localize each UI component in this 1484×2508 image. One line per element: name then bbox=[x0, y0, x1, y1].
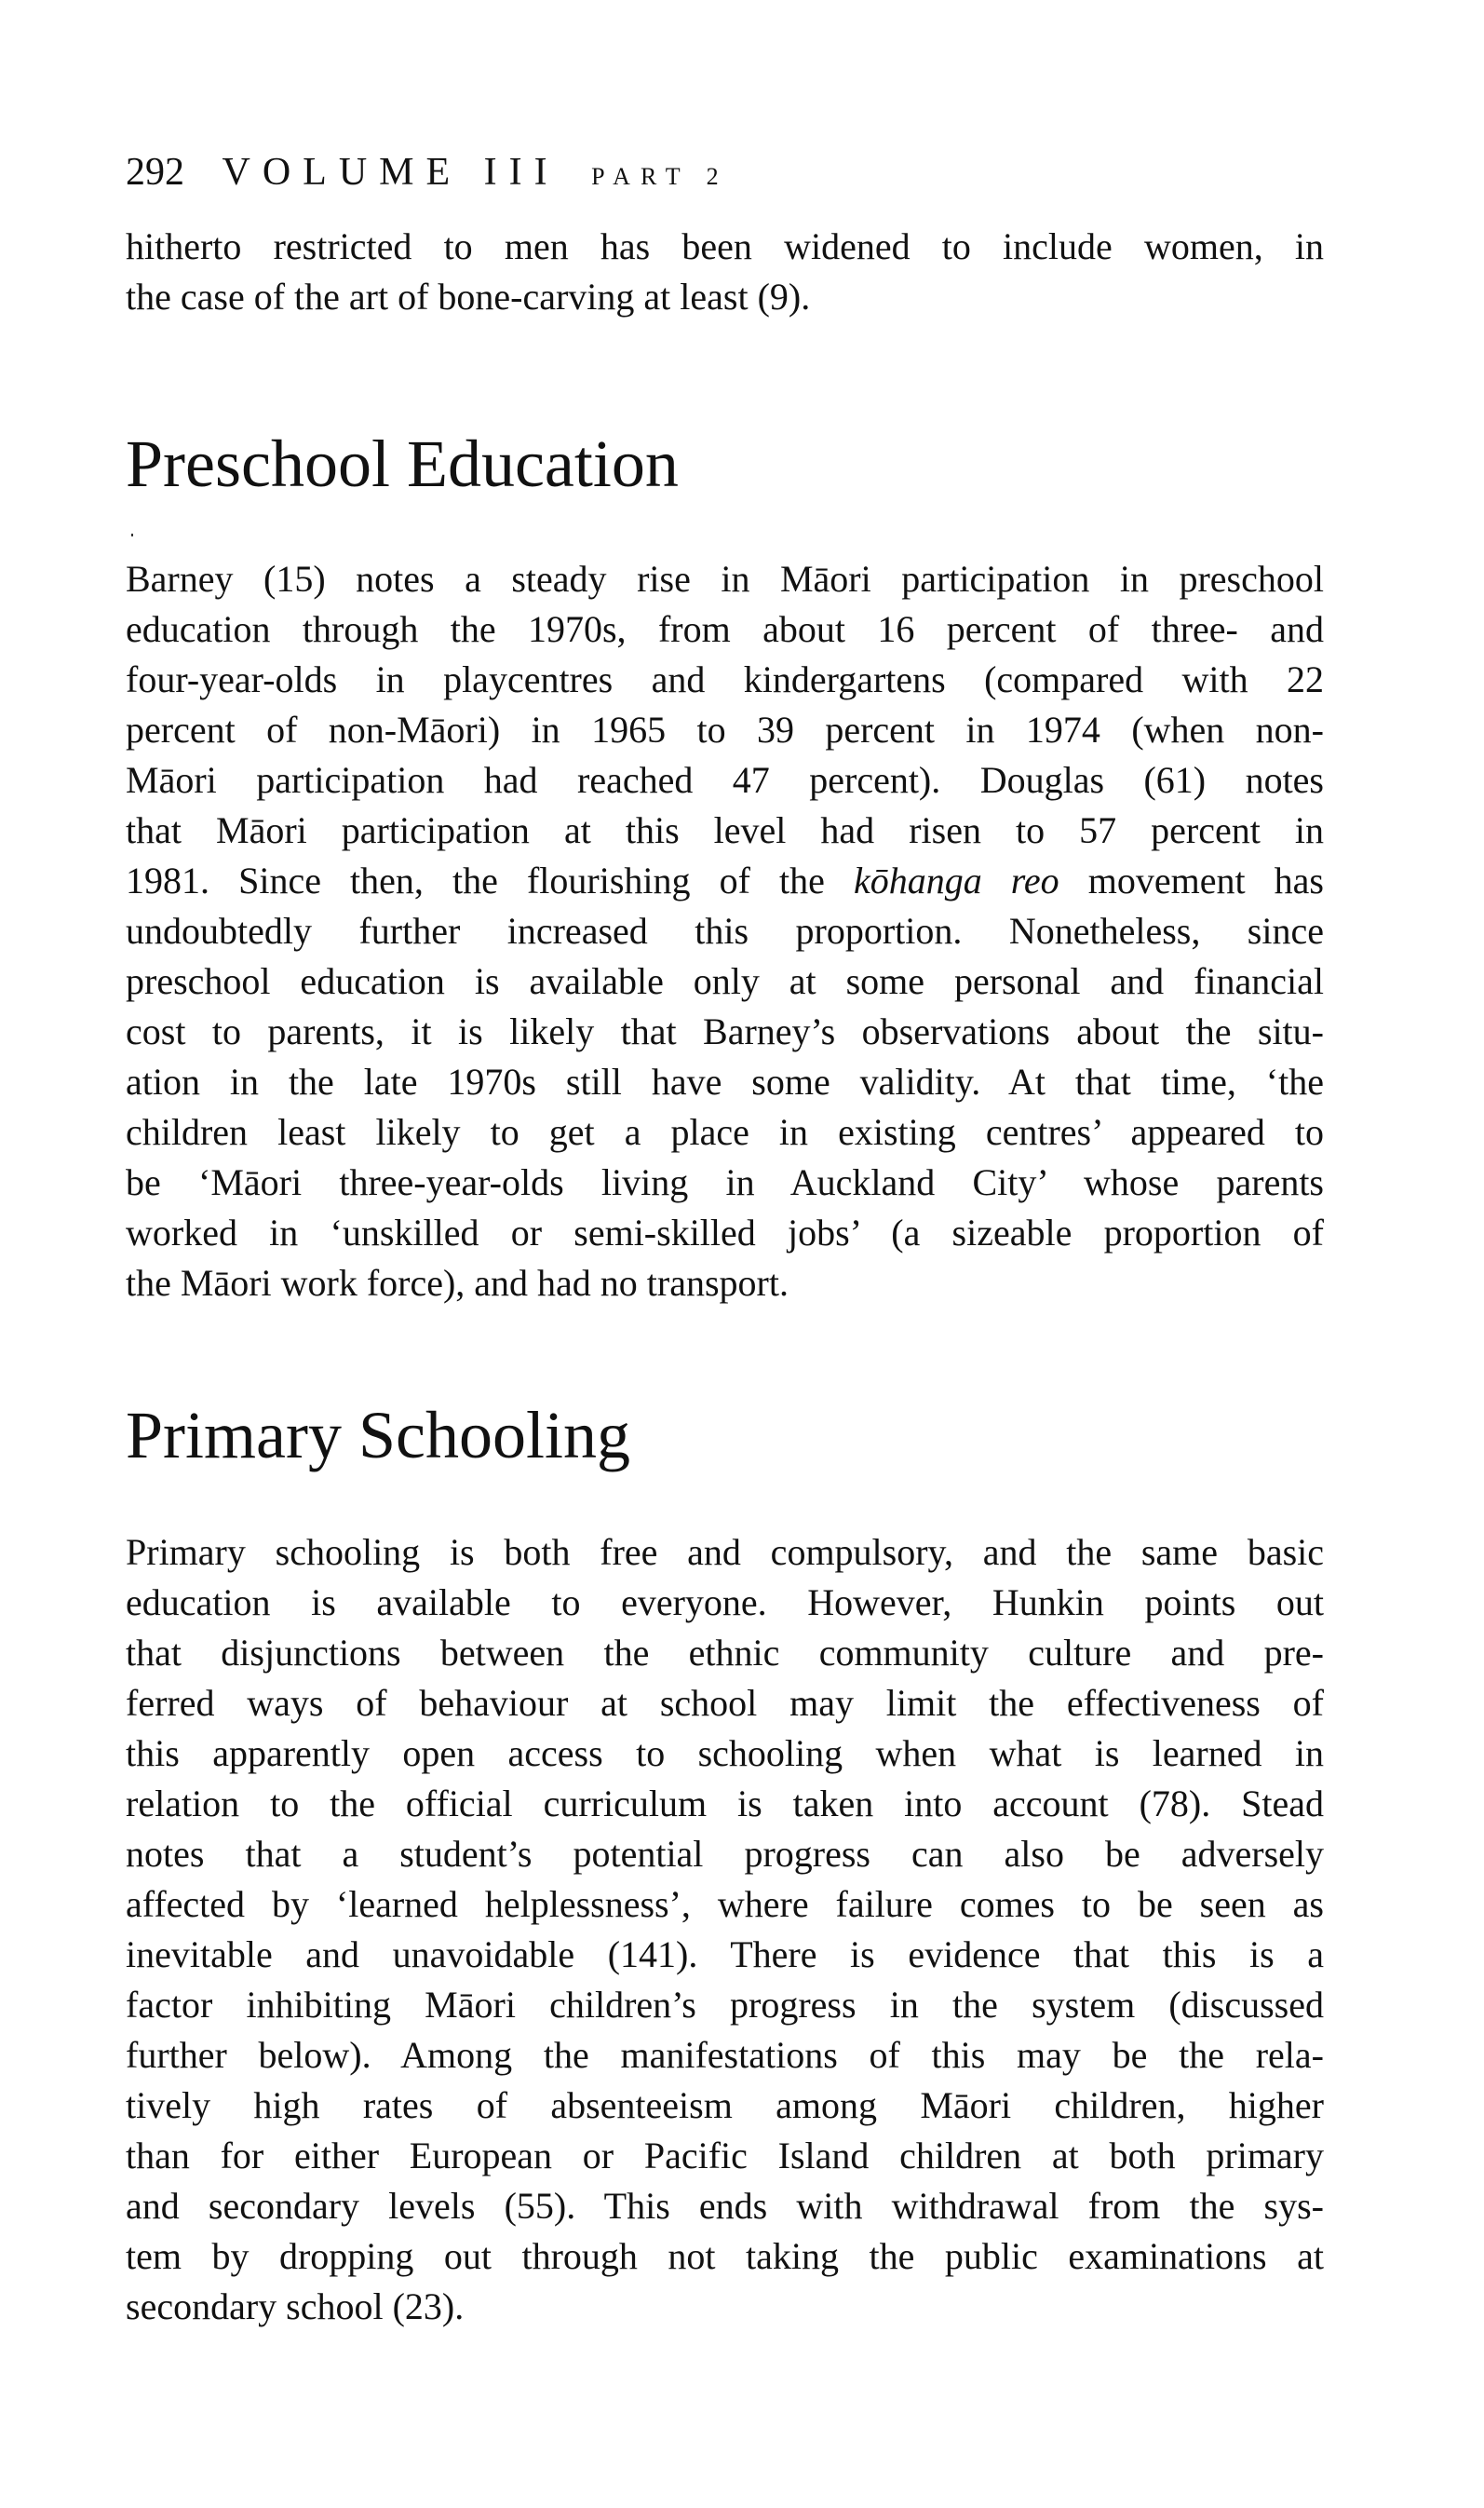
paragraph-line: and secondary levels (55). This ends with withdrawal from the sys- bbox=[126, 2185, 1324, 2227]
paragraph-line: education is available to everyone. However, Hunkin points out bbox=[126, 1581, 1324, 1623]
paragraph-line: Primary schooling is both free and compulsory, and the same basic bbox=[126, 1531, 1324, 1573]
page-number: 292 bbox=[126, 151, 184, 194]
paragraph-line: notes that a student’s potential progress can also be adversely bbox=[126, 1833, 1324, 1875]
paragraph-line: percent of non-Māori) in 1965 to 39 percent in 1974 (when non- bbox=[126, 709, 1324, 751]
paragraph-line: affected by ‘learned helplessness’, where failure comes to be seen as bbox=[126, 1883, 1324, 1925]
preschool-paragraph bbox=[126, 554, 1324, 1308]
paragraph-line: inevitable and unavoidable (141). There is evidence that this is a bbox=[126, 1933, 1324, 1975]
paragraph-line: Māori participation had reached 47 percent). Douglas (61) notes bbox=[126, 759, 1324, 801]
running-head bbox=[126, 149, 729, 196]
paragraph-line: this apparently open access to schooling when what is learned in bbox=[126, 1732, 1324, 1774]
paragraph-line: education through the 1970s, from about 16 percent of three- and bbox=[126, 608, 1324, 650]
paragraph-line: children least likely to get a place in existing centres’ appeared to bbox=[126, 1111, 1324, 1153]
line-text: 1981. Since then, the flourishing of the bbox=[126, 860, 854, 902]
section-heading-primary: Primary Schooling bbox=[126, 1398, 630, 1472]
paragraph-line: the case of the art of bone-carving at least (9). bbox=[126, 276, 811, 318]
line-text: movement has bbox=[1059, 860, 1325, 902]
section-heading-preschool: Preschool Education bbox=[126, 427, 679, 501]
italic-term: kōhanga reo bbox=[853, 860, 1059, 902]
paragraph-line: tively high rates of absenteeism among Māori children, higher bbox=[126, 2084, 1324, 2126]
paragraph-line: tem by dropping out through not taking the public examinations at bbox=[126, 2235, 1324, 2277]
paragraph-line: ation in the late 1970s still have some validity. At that time, ‘the bbox=[126, 1061, 1324, 1103]
paragraph-line: ferred ways of behaviour at school may limit the effectiveness of bbox=[126, 1682, 1324, 1724]
volume-label: VOLUME III bbox=[222, 151, 560, 194]
paragraph-line: that disjunctions between the ethnic community culture and pre- bbox=[126, 1632, 1324, 1674]
paragraph-line: worked in ‘unskilled or semi-skilled jobs’ (a sizeable proportion of bbox=[126, 1212, 1324, 1254]
paragraph-line: undoubtedly further increased this proportion. Nonetheless, since bbox=[126, 910, 1324, 952]
paragraph-line: secondary school (23). bbox=[126, 2285, 465, 2327]
paragraph-line: cost to parents, it is likely that Barney’s observations about the situ- bbox=[126, 1010, 1324, 1052]
paragraph-line: Barney (15) notes a steady rise in Māori participation in preschool bbox=[126, 558, 1324, 600]
paragraph-line: than for either European or Pacific Island children at both primary bbox=[126, 2135, 1324, 2176]
paragraph-line: hitherto restricted to men has been widened to include women, in bbox=[126, 225, 1324, 267]
part-label: PART 2 bbox=[591, 163, 729, 190]
paragraph-line: be ‘Māori three-year-olds living in Auckland City’ whose parents bbox=[126, 1161, 1324, 1203]
paragraph-line: the Māori work force), and had no transport. bbox=[126, 1262, 789, 1304]
paragraph-line: relation to the official curriculum is taken into account (78). Stead bbox=[126, 1783, 1324, 1824]
paragraph-line-with-italic bbox=[126, 856, 1324, 906]
paragraph-line: factor inhibiting Māori children’s progress in the system (discussed bbox=[126, 1984, 1324, 2026]
primary-paragraph bbox=[126, 1527, 1324, 2332]
paragraph-line: further below). Among the manifestations of this may be the rela- bbox=[126, 2034, 1324, 2076]
paragraph-line: preschool education is available only at some personal and financial bbox=[126, 960, 1324, 1002]
intro-paragraph bbox=[126, 222, 1324, 322]
paragraph-line: that Māori participation at this level had risen to 57 percent in bbox=[126, 809, 1324, 851]
scan-speck bbox=[131, 534, 133, 536]
paragraph-line: four-year-olds in playcentres and kindergartens (compared with 22 bbox=[126, 658, 1324, 700]
